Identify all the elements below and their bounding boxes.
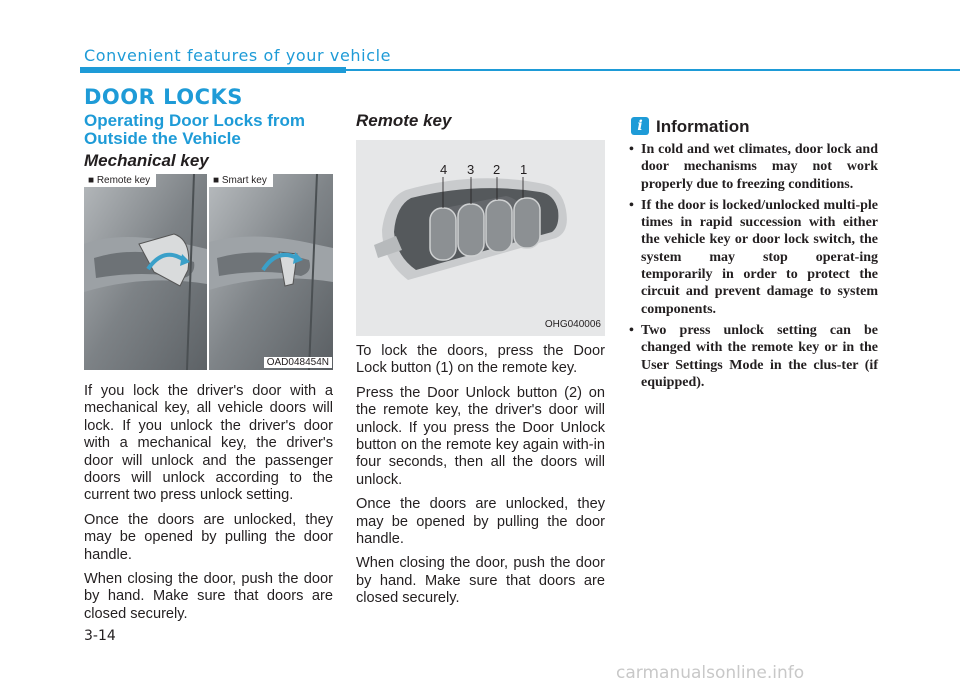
left-paragraph: If you lock the driver's door with a mechanical key, all vehicle doors will lock. If you unlock the driver's door with a mechanical key, the driver's door will unlock and the passenger doors will unlock according to the current two press unlock setting. — [84, 383, 333, 504]
left-paragraph: Once the doors are unlocked, they may be opened by pulling the door handle. — [84, 511, 333, 563]
page-title: DOOR LOCKS — [84, 85, 243, 109]
button-number-1: 1 — [520, 162, 528, 177]
remote-key-illustration — [356, 140, 605, 336]
door-handle-remote-illustration — [84, 174, 207, 370]
left-body-text — [84, 383, 333, 630]
button-number-4: 4 — [440, 162, 448, 177]
left-paragraph: When closing the door, push the door by hand. Make sure that doors are closed securely. — [84, 571, 333, 622]
remote-key-subheading: Remote key — [356, 111, 452, 130]
page-number: 3-14 — [84, 628, 116, 644]
header-section-title: Convenient features of your vehicle — [84, 46, 392, 65]
button-number-3: 3 — [467, 162, 475, 177]
info-icon: i — [631, 117, 649, 135]
info-item: • If the door is locked/unlocked multi-ple times in rapid succession with either the vehicle key or door lock switch, the system may stop operat-ing temporarily in order to protect the circuit and prevent damage to system components. — [629, 197, 878, 318]
info-item: • In cold and wet climates, door lock and door mechanisms may not work properly due to freezing conditions. — [629, 141, 878, 193]
figure-smart-key-door — [209, 174, 333, 370]
middle-paragraph: Once the doors are unlocked, they may be opened by pulling the door handle. — [356, 496, 605, 548]
mechanical-key-subheading: Mechanical key — [84, 151, 209, 170]
figure-code-left: OAD048454N — [264, 357, 332, 368]
figure-remote-key-door — [84, 174, 207, 370]
button-number-2: 2 — [493, 162, 501, 177]
info-title: Information — [656, 117, 750, 136]
figure-label-smart-key: ■ Smart key — [209, 174, 273, 187]
middle-paragraph: When closing the door, push the door by hand. Make sure that doors are closed securely. — [356, 555, 605, 607]
left-heading: Operating Door Locks from Outside the Vehicle — [84, 111, 306, 148]
middle-body-text — [356, 343, 605, 615]
watermark: carmanualsonline.info — [616, 663, 805, 683]
header-bar — [80, 67, 346, 73]
middle-paragraph: To lock the doors, press the Door Lock button (1) on the remote key. — [356, 343, 605, 377]
figure-code-middle: OHG040006 — [544, 319, 601, 330]
figure-label-remote-key: ■ Remote key — [84, 174, 156, 187]
middle-paragraph: Press the Door Unlock button (2) on the remote key, the driver's door will unlock. If you press the Door Unlock button on the remote key again with-in four seconds, then all the doors will unlock. — [356, 384, 605, 488]
header-rule — [346, 69, 960, 71]
info-item: • Two press unlock setting can be changed with the remote key or in the User Settings Mode in the clus-ter (if equipped). — [629, 322, 878, 391]
info-list — [629, 141, 878, 395]
door-handle-smart-illustration — [209, 174, 333, 370]
figure-remote-key — [356, 140, 605, 336]
